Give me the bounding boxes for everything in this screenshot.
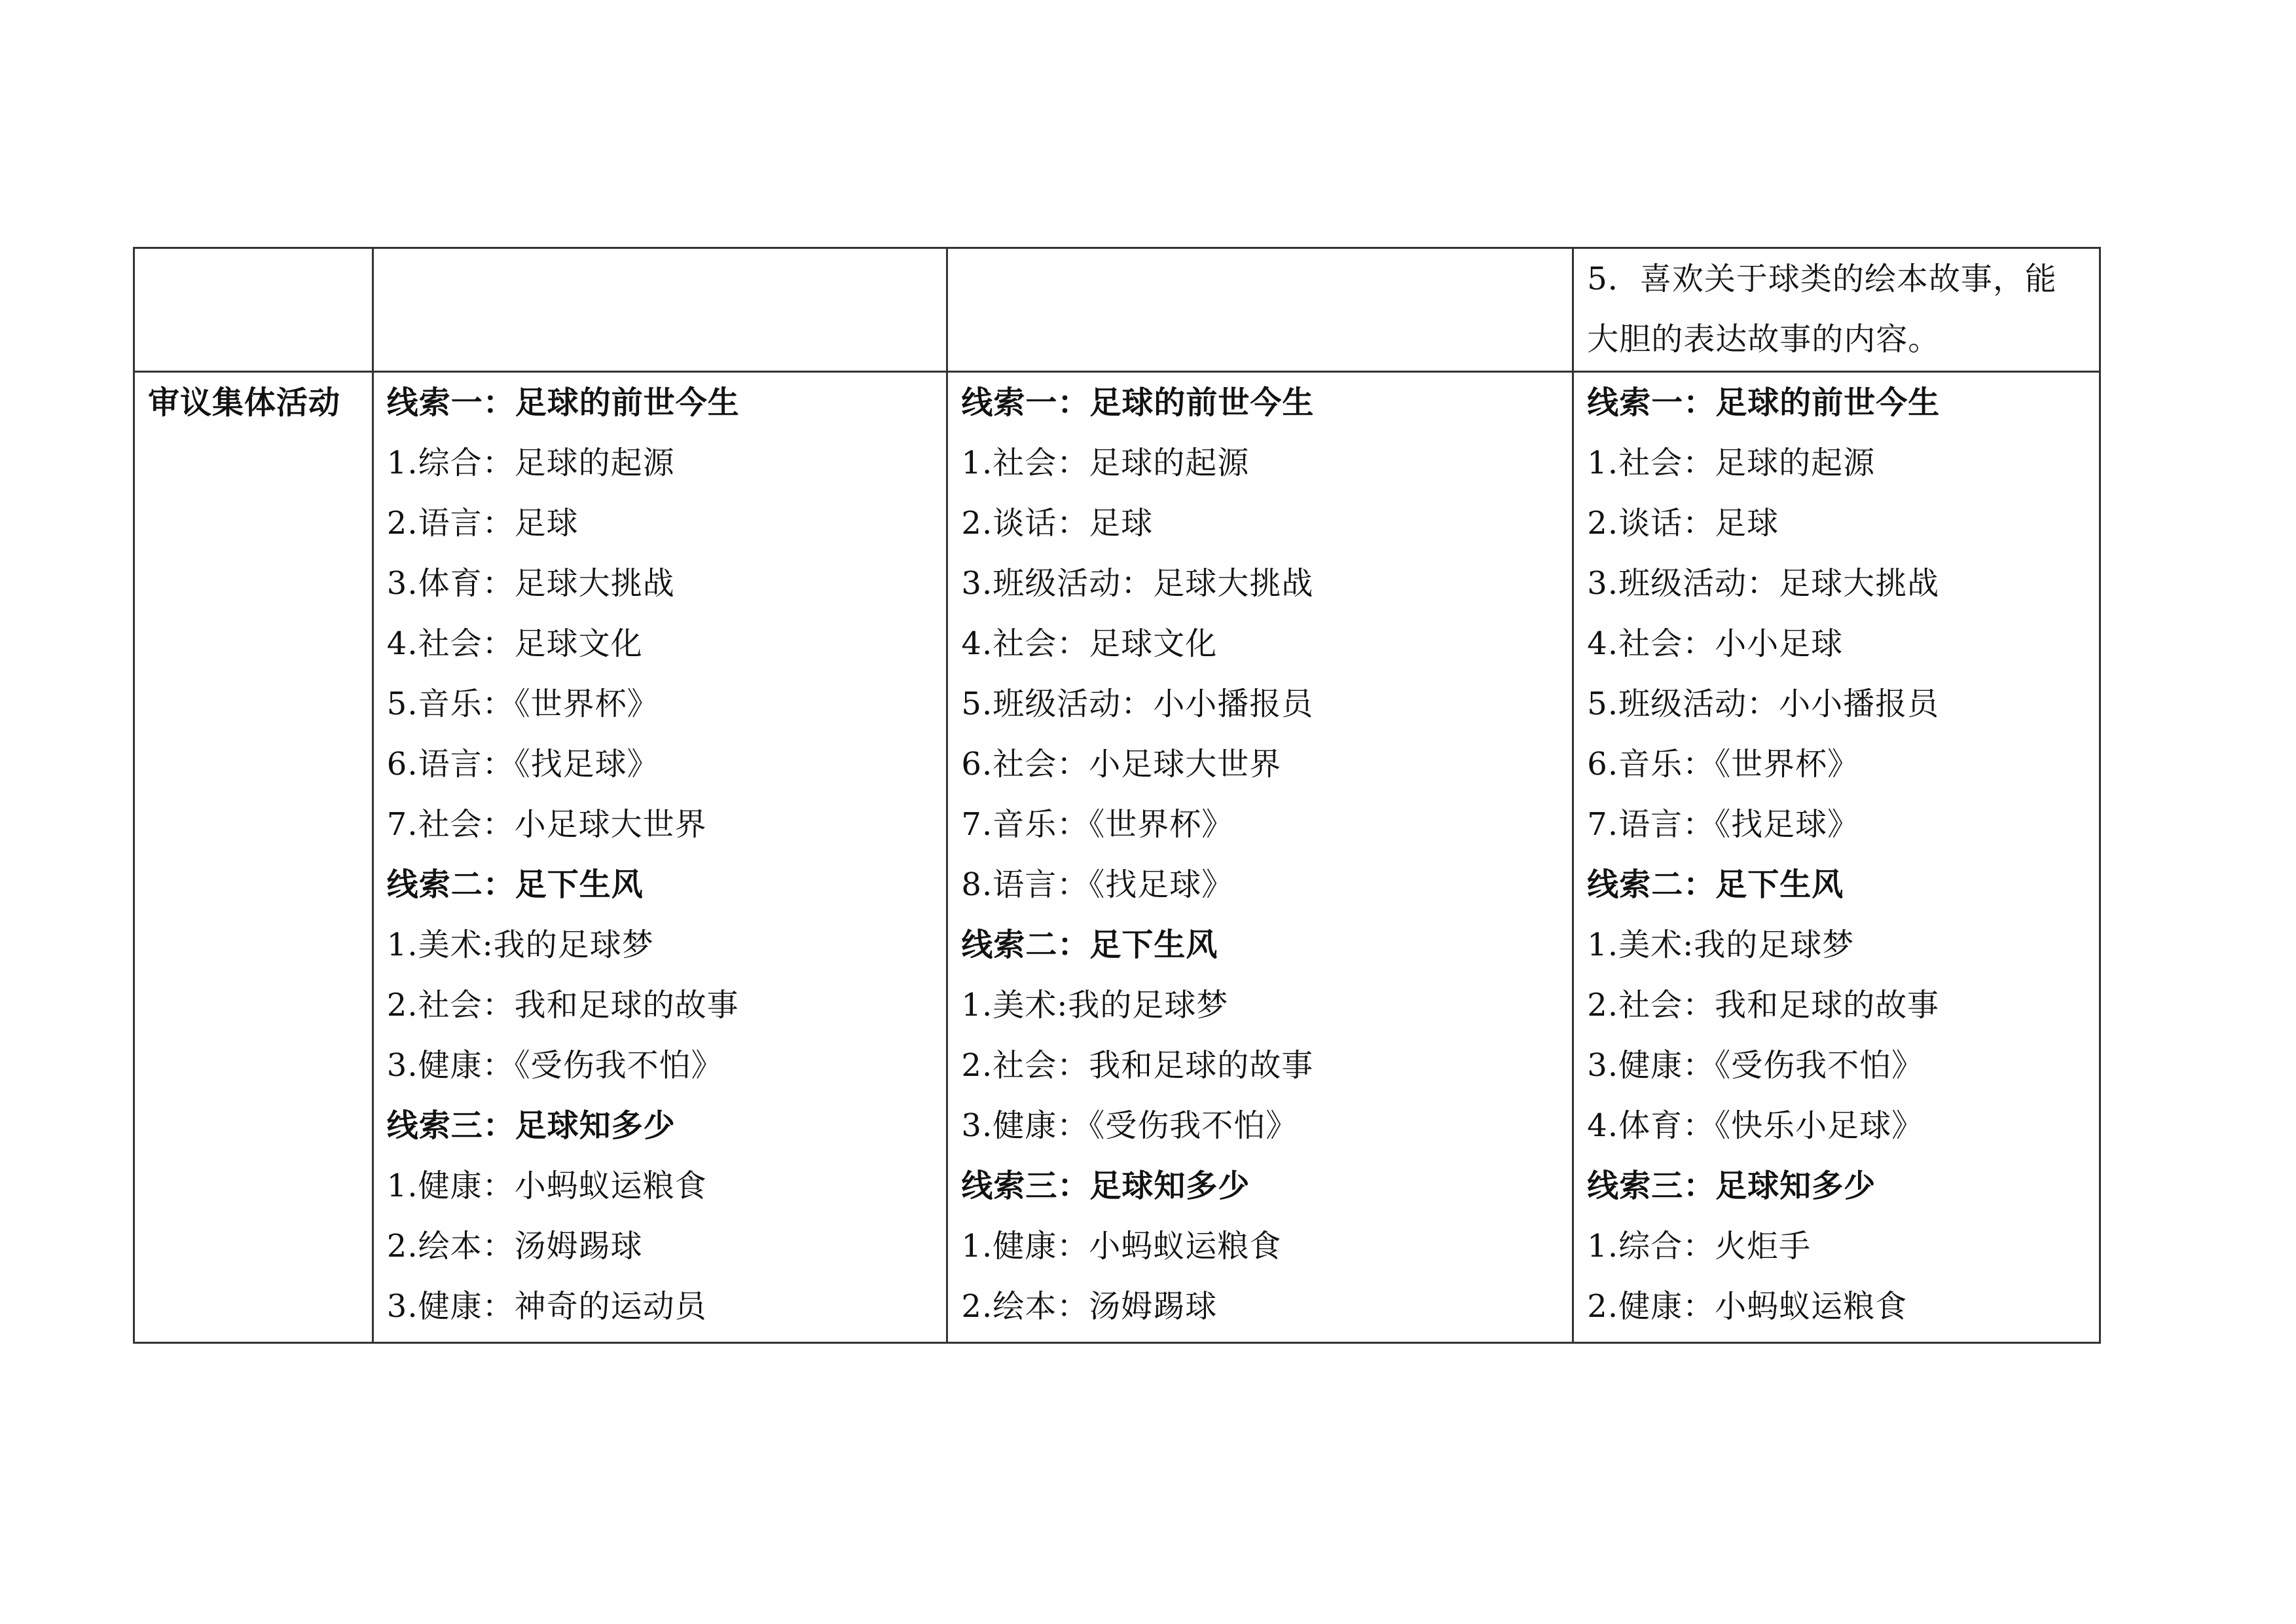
activity-item: 5.音乐：《世界杯》 [386, 686, 659, 722]
activity-item: 3.健康：神奇的运动员 [386, 1288, 707, 1325]
activity-list-col3 [947, 372, 1573, 1343]
activity-item: 6.音乐：《世界杯》 [1587, 746, 1860, 783]
activity-item: 1.美术:我的足球梦 [961, 987, 1229, 1024]
goal-line: 5．喜欢关于球类的绘本故事，能 [1587, 261, 2057, 297]
activity-item: 4.社会：足球文化 [961, 625, 1218, 662]
activity-item: 1.健康：小蚂蚁运粮食 [961, 1228, 1282, 1264]
activity-item: 2.社会：我和足球的故事 [961, 1047, 1314, 1084]
activity-item: 3.体育：足球大挑战 [386, 565, 675, 602]
activity-item: 2.绘本：汤姆踢球 [386, 1228, 643, 1264]
activity-item: 3.班级活动：足球大挑战 [961, 565, 1314, 602]
cell-col2-empty [373, 248, 947, 372]
activity-item: 3.健康：《受伤我不怕》 [386, 1047, 723, 1084]
clue-heading: 线索三：足球知多少 [961, 1168, 1250, 1204]
activity-item: 4.社会：小小足球 [1587, 625, 1844, 662]
clue-heading: 线索三：足球知多少 [1587, 1168, 1876, 1204]
activity-item: 3.班级活动：足球大挑战 [1587, 565, 1940, 602]
activity-item: 1.综合：足球的起源 [386, 445, 675, 481]
activity-item: 6.语言：《找足球》 [386, 746, 659, 783]
activity-item: 5.班级活动：小小播报员 [961, 686, 1314, 722]
clue-heading: 线索二：足下生风 [961, 927, 1218, 963]
activity-item: 1.社会：足球的起源 [1587, 445, 1876, 481]
goal-line: 大胆的表达故事的内容。 [1587, 321, 1941, 358]
cell-col4-goals [1573, 248, 2100, 372]
activity-item: 4.体育：《快乐小足球》 [1587, 1107, 1924, 1144]
activity-item: 2.语言：足球 [386, 505, 579, 542]
clue-heading: 线索二：足下生风 [386, 866, 644, 903]
activity-item: 2.谈话：足球 [1587, 505, 1779, 542]
activity-item: 2.绘本：汤姆踢球 [961, 1288, 1218, 1325]
activity-item: 7.语言：《找足球》 [1587, 806, 1860, 843]
activity-item: 1.综合：火炬手 [1587, 1228, 1812, 1264]
activity-list-col2 [373, 372, 947, 1343]
activity-item: 3.健康：《受伤我不怕》 [961, 1107, 1298, 1144]
activity-item: 6.社会：小足球大世界 [961, 746, 1282, 783]
activity-item: 1.健康：小蚂蚁运粮食 [386, 1168, 707, 1204]
activity-item: 1.社会：足球的起源 [961, 445, 1250, 481]
activity-item: 2.健康：小蚂蚁运粮食 [1587, 1288, 1908, 1325]
activity-item: 7.社会：小足球大世界 [386, 806, 707, 843]
activity-item: 5.班级活动：小小播报员 [1587, 686, 1940, 722]
cell-col3-empty [947, 248, 1573, 372]
row-label-cell [134, 372, 373, 1343]
clue-heading: 线索一：足球的前世今生 [386, 384, 740, 421]
clue-heading: 线索三：足球知多少 [386, 1107, 676, 1144]
activity-item: 1.美术:我的足球梦 [1587, 927, 1855, 963]
row-label: 审议集体活动 [148, 384, 341, 421]
activity-item: 3.健康：《受伤我不怕》 [1587, 1047, 1924, 1084]
activity-item: 7.音乐：《世界杯》 [961, 806, 1234, 843]
activity-list-col4 [1573, 372, 2100, 1343]
activity-item: 8.语言：《找足球》 [961, 866, 1234, 903]
clue-heading: 线索二：足下生风 [1587, 866, 1844, 903]
activity-item: 2.社会：我和足球的故事 [386, 987, 739, 1024]
activity-plan-table [133, 247, 2101, 1344]
activity-item: 2.社会：我和足球的故事 [1587, 987, 1940, 1024]
activity-item: 1.美术:我的足球梦 [386, 927, 654, 963]
activity-item: 2.谈话：足球 [961, 505, 1154, 542]
table-row-goals [134, 248, 2100, 372]
table-row-collective-activities [134, 372, 2100, 1343]
clue-heading: 线索一：足球的前世今生 [1587, 384, 1941, 421]
clue-heading: 线索一：足球的前世今生 [961, 384, 1315, 421]
cell-label-empty [134, 248, 373, 372]
activity-item: 4.社会：足球文化 [386, 625, 643, 662]
